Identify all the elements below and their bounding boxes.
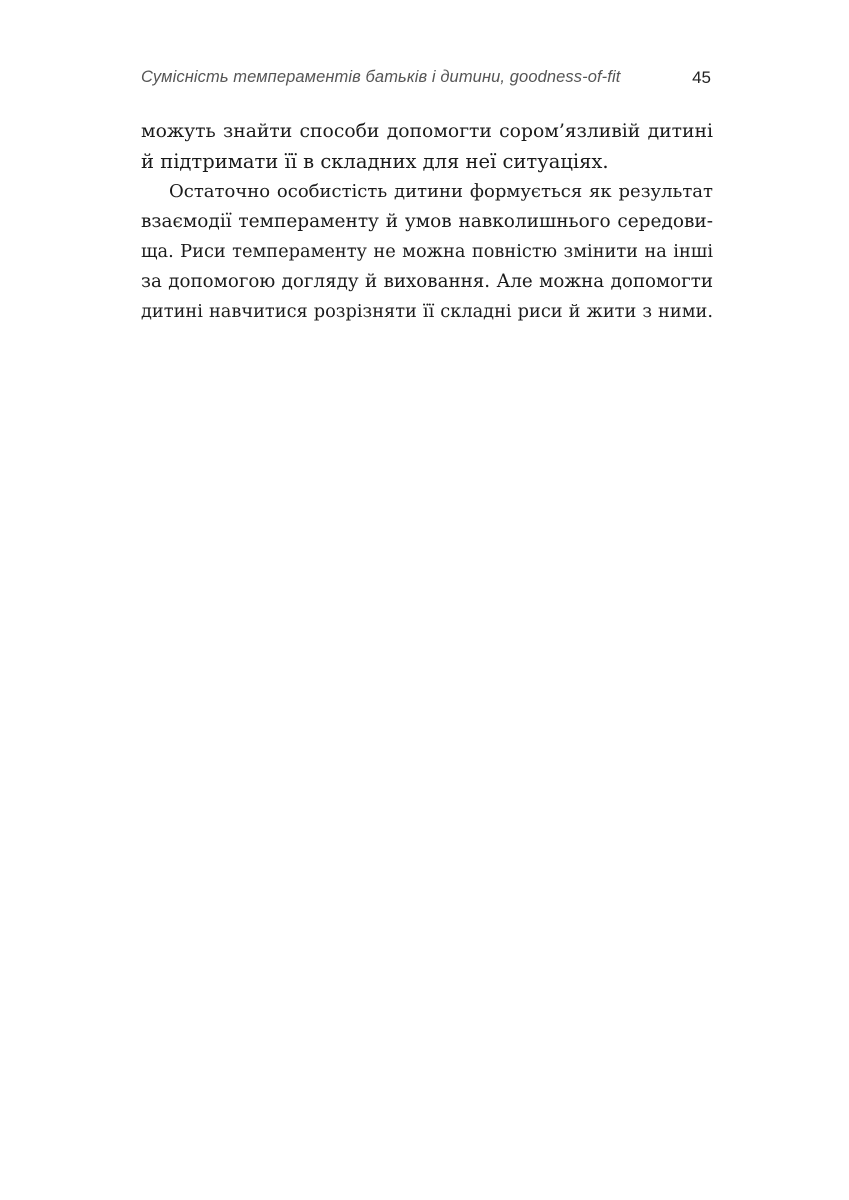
text-line: й підтримати її в складних для неї ситуаціях. xyxy=(141,150,609,173)
text-line: дитині навчитися розрізняти її складні риси й жити з ними. xyxy=(141,302,713,322)
running-head xyxy=(141,68,711,92)
body-text xyxy=(141,117,713,327)
page-number: 45 xyxy=(692,68,711,87)
text-line: ща. Риси темпераменту не можна повністю змінити на інші xyxy=(141,242,713,262)
text-line: взаємодії темпераменту й умов навколишнього середови- xyxy=(141,211,713,232)
text-line: за допомогою догляду й виховання. Але можна допомогти xyxy=(141,271,713,292)
paragraph xyxy=(141,117,713,177)
running-title: Сумісність темпераментів батьків і дитини, goodness-of-fit xyxy=(141,68,621,86)
text-line: можуть знайти способи допомогти сором’язливій дитині xyxy=(141,121,713,142)
text-line: Остаточно особистість дитини формується як результат xyxy=(169,181,713,202)
paragraph xyxy=(141,177,713,327)
